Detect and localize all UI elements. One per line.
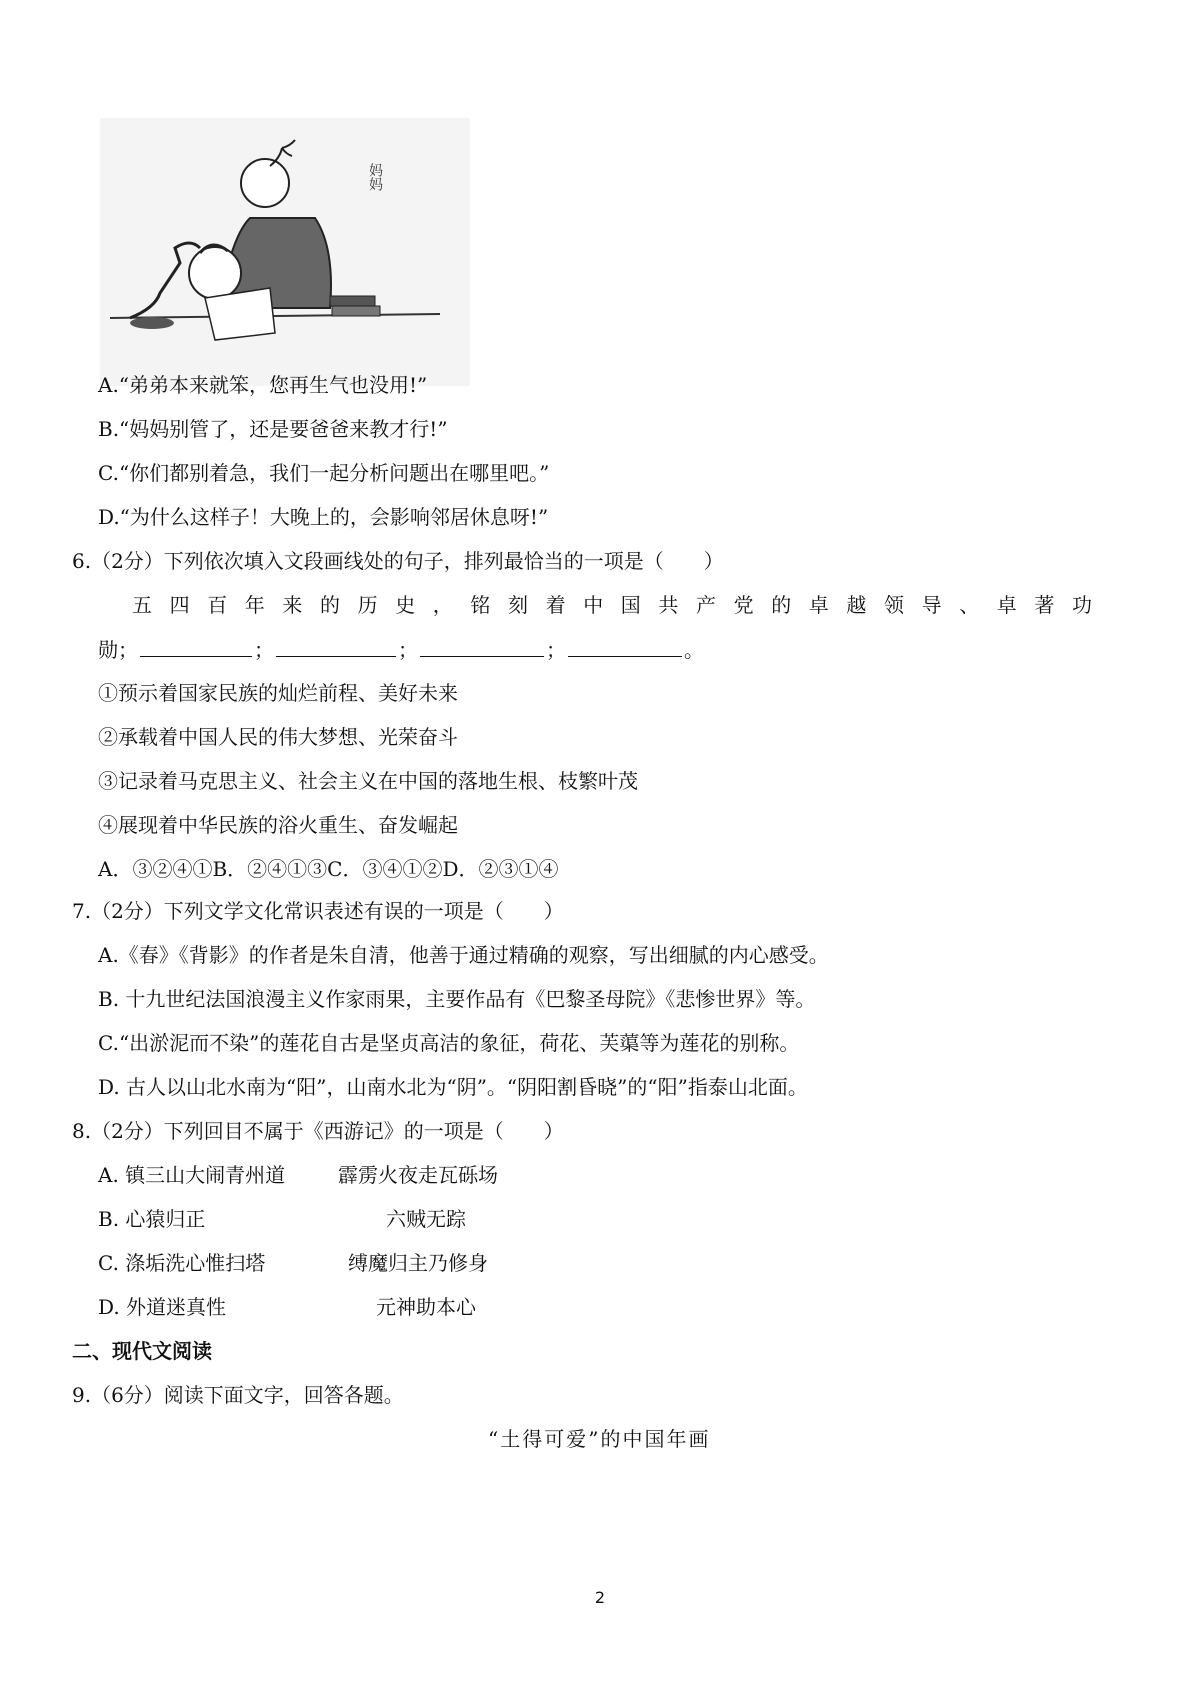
q6-item-3: ③记录着马克思主义、社会主义在中国的落地生根、枝繁叶茂	[98, 769, 638, 793]
q6-passage-line2	[98, 636, 704, 663]
q7-option-d: D. 古人以山北水南为“阳”，山南水北为“阴”。“阴阳割昏晓”的“阳”指泰山北面。	[98, 1075, 808, 1099]
q6-blank-3	[420, 636, 544, 657]
q7-stem: 7.（2分）下列文学文化常识表述有误的一项是（ ）	[72, 899, 564, 923]
q9-stem: 9.（6分）阅读下面文字，回答各题。	[72, 1383, 404, 1407]
q6-item-1: ①预示着国家民族的灿烂前程、美好未来	[98, 681, 458, 705]
q7-option-c: C.“出淤泥而不染”的莲花自古是坚贞高洁的象征，荷花、芙蕖等为莲花的别称。	[98, 1031, 800, 1055]
separator: ；	[546, 638, 566, 662]
q8-option-a: A. 镇三山大闹青州道	[98, 1163, 286, 1187]
q6-passage-line1: 五四百年来的历史，铭刻着中国共产党的卓越领导、卓著功	[132, 593, 1110, 617]
q8-option-c: C. 涤垢洗心惟扫塔	[98, 1251, 266, 1275]
q5-option-b: B.“妈妈别管了，还是要爸爸来教才行!”	[98, 417, 448, 441]
q6-passage-start: 勋；	[98, 638, 138, 662]
article-title: “土得可爱”的中国年画	[488, 1427, 711, 1451]
q8-option-a-second: 霹雳火夜走瓦砾场	[338, 1163, 498, 1187]
q8-option-b: B. 心猿归正	[98, 1207, 206, 1231]
q6-blank-1	[140, 636, 252, 657]
q6-blank-4	[568, 636, 682, 657]
q6-blank-2	[276, 636, 396, 657]
section-title: 二、现代文阅读	[72, 1339, 212, 1363]
q5-option-d: D.“为什么这样子！大晚上的，会影响邻居休息呀!”	[98, 505, 549, 529]
svg-text:妈妈: 妈妈	[367, 163, 383, 191]
q8-option-d: D. 外道迷真性	[98, 1295, 227, 1319]
q5-option-a: A.“弟弟本来就笨，您再生气也没用!”	[98, 373, 428, 397]
q8-option-b-second: 六贼无踪	[386, 1207, 466, 1231]
page-number: 2	[594, 1588, 606, 1607]
q6-item-2: ②承载着中国人民的伟大梦想、光荣奋斗	[98, 725, 458, 749]
separator: ；	[398, 638, 418, 662]
q5-option-c: C.“你们都别着急，我们一起分析问题出在哪里吧。”	[98, 461, 550, 485]
q8-stem: 8.（2分）下列回目不属于《西游记》的一项是（ ）	[72, 1119, 564, 1143]
q6-choices: A．③②④①B．②④①③C．③④①②D．②③①④	[98, 857, 559, 881]
cartoon-illustration	[100, 118, 470, 386]
q8-option-d-second: 元神助本心	[376, 1295, 476, 1319]
separator: ；	[254, 638, 274, 662]
q6-item-4: ④展现着中华民族的浴火重生、奋发崛起	[98, 813, 458, 837]
q7-option-b: B. 十九世纪法国浪漫主义作家雨果，主要作品有《巴黎圣母院》《悲惨世界》等。	[98, 987, 816, 1011]
q8-option-c-second: 缚魔归主乃修身	[348, 1251, 488, 1275]
q7-option-a: A.《春》《背影》的作者是朱自清，他善于通过精确的观察，写出细腻的内心感受。	[98, 943, 829, 967]
q6-stem: 6.（2分）下列依次填入文段画线处的句子，排列最恰当的一项是（ ）	[72, 549, 724, 573]
period: 。	[684, 638, 704, 662]
